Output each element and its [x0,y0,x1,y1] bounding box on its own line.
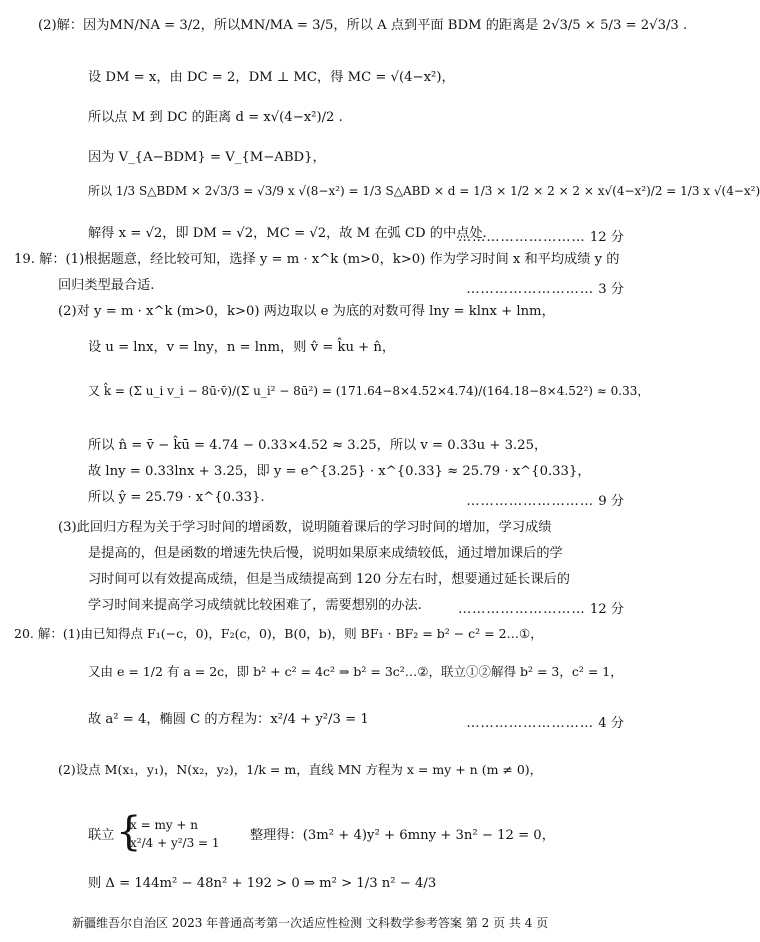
line-2-intro: (2)解：因为MN/NA = 3/2，所以MN/MA = 3/5，所以 A 点到平面 BDM 的距离是 2√3/5 × 5/3 = 2√3/3 . [38,18,688,33]
line-distance-d: 所以点 M 到 DC 的距离 d = x√(4−x²)/2 . [88,110,343,125]
q19-part3-l4: 学习时间来提高学习成绩就比较困难了，需要想别的办法. [88,598,422,613]
brace-symbol: { [116,809,142,855]
system-eq-2: x²/4 + y²/3 = 1 [130,836,220,850]
q19-part1: 19. 解：(1)根据题意，经比较可知，选择 y = m · x^k (m>0，k>0) 作为学习时间 x 和平均成绩 y 的 [14,252,620,267]
q20-quadratic: 整理得：(3m² + 4)y² + 6mny + 3n² − 12 = 0， [250,828,555,843]
q19-substitution: 设 u = lnx，v = lny，n = lnm，则 v̂ = k̂u + n̂， [88,340,396,355]
score-12-a: ……………………… 12 分 [457,230,624,245]
q19-part3-l1: (3)此回归方程为关于学习时间的增函数，说明随着课后的学习时间的增加，学习成绩 [58,520,552,535]
q19-khat: 又 k̂ = (Σ u_i v_i − 8ū·v̄)/(Σ u_i² − 8ū²) = (171.64−8×4.52×4.74)/(164.18−8×4.52²) ≈ 0.33， [88,384,650,398]
q20-part2: (2)设点 M(x₁，y₁)，N(x₂，y₂)，1/k = m，直线 MN 方程为 x = my + n (m ≠ 0)， [58,762,543,777]
line-solve-x: 解得 x = √2，即 DM = √2，MC = √2，故 M 在弧 CD 的中点处. [88,226,487,241]
q20-discriminant: 则 Δ = 144m² − 48n² + 192 > 0 ⇒ m² > 1/3 n² − 4/3 [88,876,437,891]
q19-part2: (2)对 y = m · x^k (m>0，k>0) 两边取以 e 为底的对数可得 lny = klnx + lnm， [58,304,555,319]
q19-yhat: 所以 ŷ = 25.79 · x^{0.33}. [88,490,265,505]
q19-lny: 故 lny = 0.33lnx + 3.25，即 y = e^{3.25} · x^{0.33} ≈ 25.79 · x^{0.33}， [88,464,591,479]
system-eq-1: x = my + n [130,818,199,832]
q19-part1-cont: 回归类型最合适. [58,278,155,293]
page-footer: 新疆维吾尔自治区 2023 年普通高考第一次适应性检测 文科数学参考答案 第 2 页 共 4 页 [72,916,549,930]
equation-system [130,818,220,854]
q20-eccentricity: 又由 e = 1/2 有 a = 2c，即 b² + c² = 4c² ⇒ b² = 3c²…②，联立①②解得 b² = 3，c² = 1， [88,664,623,679]
score-12-b: ……………………… 12 分 [457,602,624,617]
score-3: ……………………… 3 分 [466,282,624,297]
q20-ellipse-eq: 故 a² = 4，椭圆 C 的方程为：x²/4 + y²/3 = 1 [88,712,369,727]
q19-part3-l2: 是提高的，但是函数的增速先快后慢，说明如果原来成绩较低，通过增加课后的学 [88,546,563,561]
q19-part3-l3: 习时间可以有效提高成绩，但是当成绩提高到 120 分左右时，想要通过延长课后的 [88,572,570,587]
score-4: ……………………… 4 分 [466,716,624,731]
score-9: ……………………… 9 分 [466,494,624,509]
q20-simultaneous-label: 联立 [88,828,115,843]
q19-nhat: 所以 n̂ = v̄ − k̂ū = 4.74 − 0.33×4.52 ≈ 3.25，所以 v = 0.33u + 3.25， [88,438,548,453]
line-dm-def: 设 DM = x，由 DC = 2，DM ⊥ MC，得 MC = √(4−x²)， [88,70,455,85]
line-volume-calc: 所以 1/3 S△BDM × 2√3/3 = √3/9 x √(8−x²) = 1/3 S△ABD × d = 1/3 × 1/2 × 2 × 2 × x√(4−x²)/2 = 1/3 x √(4−x²) [88,184,760,198]
line-volume-eq: 因为 V_{A−BDM} = V_{M−ABD}， [88,150,326,165]
q20-part1: 20. 解：(1)由已知得点 F₁(−c，0)，F₂(c，0)，B(0，b)，则 BF₁ · BF₂ = b² − c² = 2…①， [14,626,543,641]
